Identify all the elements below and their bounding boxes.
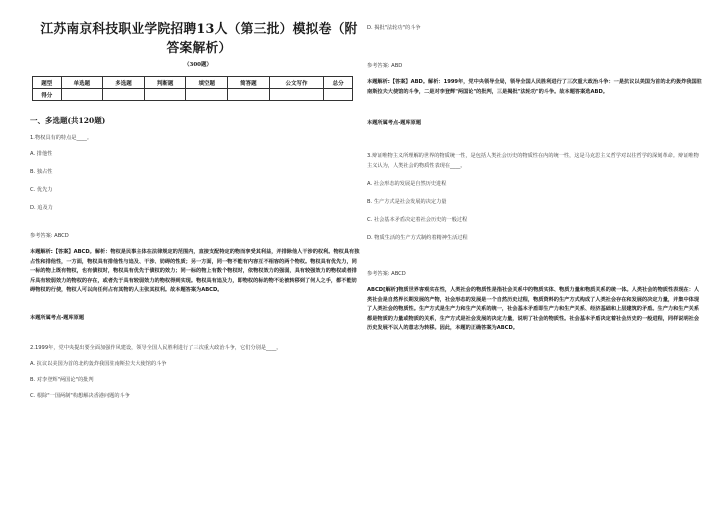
- option-b: B. 对李登辉"两国论"的批判: [30, 376, 94, 383]
- option-b: B. 独占性: [30, 169, 53, 175]
- score-table: [32, 76, 353, 101]
- score-cell: [324, 89, 353, 101]
- page-title: 江苏南京科技职业学院招聘13人（第三批）模拟卷（附答案解析）: [40, 22, 358, 56]
- section-title: 一、多选题(共120题): [30, 116, 106, 125]
- score-cell: [144, 89, 186, 101]
- option-d: D. 物质生活的生产方式制约着精神生活过程: [367, 235, 468, 241]
- answer-explanation: ABCD[解析]物质世界客观实在性，人类社会的物质性是指社会关系中的物质实体、物质力量和物质关系的统一体。人类社会的物质性表现在：人类社会是自然界长期发展的产物，社会形态的发展是一个自然历史过程，物质资料的生产方式构成了人类社会存在和发展的决定力量，并集中体现了人类社会的物质性。生产方式是生产力和生产关系的统一，社会基本矛盾即生产力和生产关系、经济基础和上层建筑的矛盾。生产力和生产关系都是物质的力量或物质的关系，生产方式是社会发展的决定力量，说明了社会的物质性。社会基本矛盾决定着社会历史的一般进程，同样说明社会历史发展不以人的意志为转移。因此，本题的正确答案为ABCD。: [367, 287, 700, 331]
- option-c: C. 根除"一国两制"构想解决香港问题的斗争: [30, 392, 130, 399]
- question-text: 1.物权具有的特点是____。: [30, 135, 93, 141]
- score-header-cell: 单选题: [61, 77, 103, 89]
- score-header-cell: 判断题: [144, 77, 186, 89]
- answer-explanation: 本题解析:【答案】ABD。解析：1999年，党中央领导全局，领导全国人民胜利进行了三次重大政治斗争：一是抗议以美国为首的北约轰炸我国驻南斯拉夫大使馆的斗争，二是对李登辉"两国论"的批判，三是揭批"法轮功"的斗争。故本题答案选ABD。: [367, 79, 702, 95]
- reference-answer: 参考答案: ABCD: [30, 233, 69, 239]
- answer-explanation: 本题解析:【答案】ABCD。解析：物权是民事主体在法律规定的范围内，直接支配特定的物而享受其利益，并排除他人干涉的权利。物权具有独占性和排他性，一方面，物权具有排他性与追及、干涉、妨碍的性质；另一方面，同一物不能有内容互不相容的两个物权。物权具有优先力，同一标的物上既有物权，也有债权时，物权具有优先于债权的效力；同一标的物上有数个物权时，依物权效力的强弱，具有较强效力的物权或者排斥具有较弱效力的物权的存在，或者先于具有较弱效力的物权得到实现。物权具有追及力，即物权的标的物不论被转移到了何人之手，都不能妨碍物权的行使，物权人可以向任何占有其物的人主张其权利。故本题答案为ABCD。: [30, 249, 360, 293]
- option-a: A. 排他性: [30, 151, 53, 157]
- score-header-cell: 总分: [324, 77, 353, 89]
- question-text: 2.1999年，党中央提出要全面加强作风建设，领导全国人民胜利进行了三次重大政治斗争，它们分别是____。: [30, 344, 282, 351]
- knowledge-point: 本题所属考点-题库原题: [367, 120, 422, 126]
- score-cell: [186, 89, 228, 101]
- score-table-header-row: [33, 77, 353, 89]
- score-cell: [228, 89, 270, 101]
- knowledge-point: 本题所属考点-题库原题: [30, 314, 85, 321]
- question-count: （300题）: [184, 62, 212, 68]
- score-table-score-row: [33, 89, 353, 101]
- score-header-cell: 公文写作: [269, 77, 324, 89]
- reference-answer: 参考答案: ABD: [367, 63, 403, 69]
- option-c: C. 社会基本矛盾决定着社会历史的一般过程: [367, 217, 468, 223]
- question-text: 3.辩证唯物主义所理解的世界的物质统一性，是包括人类社会历史的物质性在内的统一性，这是马克思主义哲学对以往哲学的深刻革命。辩证唯物主义认为，人类社会的物质性表现在____。: [367, 153, 699, 169]
- score-cell: [269, 89, 324, 101]
- right-column: [367, 24, 703, 334]
- option-d: D. 追及力: [30, 205, 53, 211]
- option-a: A. 社会形态的发展是自然历史进程: [367, 181, 447, 187]
- score-header-cell: 简答题: [228, 77, 270, 89]
- score-cell: [103, 89, 145, 101]
- option-d: D. 揭批"法轮功"的斗争: [367, 25, 421, 31]
- score-cell: [61, 89, 103, 101]
- left-column: [30, 20, 360, 400]
- option-c: C. 优先力: [30, 187, 53, 193]
- reference-answer: 参考答案: ABCD: [367, 271, 406, 277]
- score-header-cell: 题型: [33, 77, 62, 89]
- option-a: A. 抗议以美国为首的北约轰炸我国驻南斯拉夫大使馆的斗争: [30, 360, 167, 367]
- score-header-cell: 多选题: [103, 77, 145, 89]
- option-b: B. 生产方式是社会发展的决定力量: [367, 199, 447, 205]
- score-header-cell: 填空题: [186, 77, 228, 89]
- score-row-label: 得分: [33, 89, 62, 101]
